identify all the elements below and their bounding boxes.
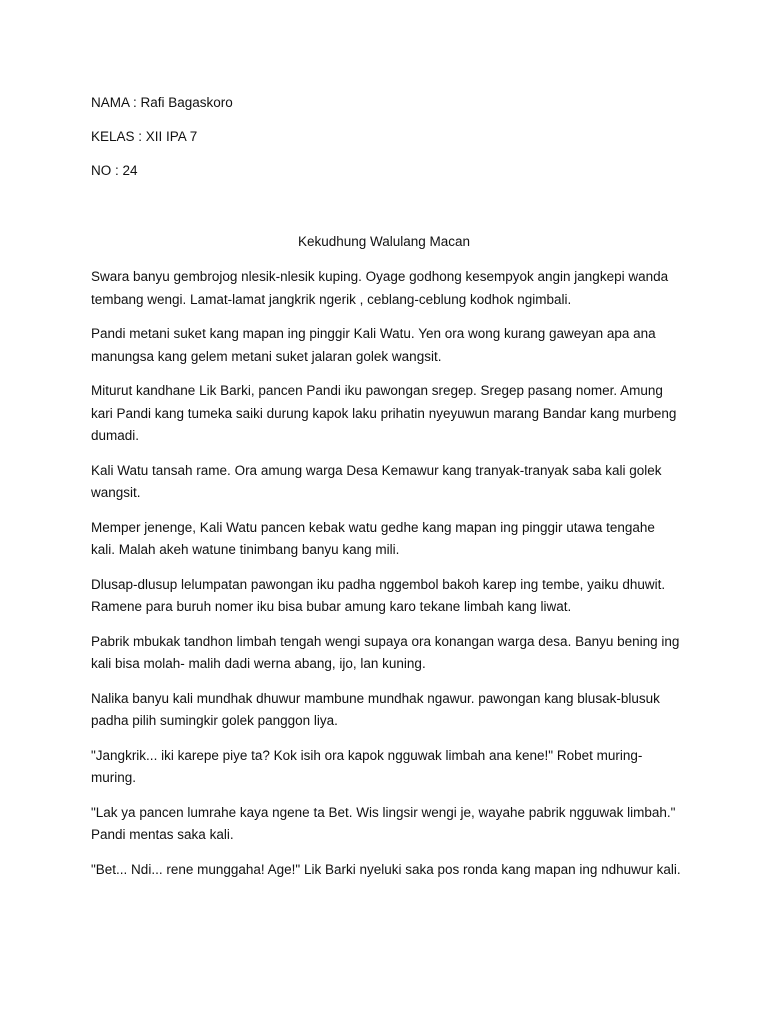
paragraph: Miturut kandhane Lik Barki, pancen Pandi iku pawongan sregep. Sregep pasang nomer. Amung kari Pandi kang tumeka saiki durung kapok laku prihatin nyeyuwun marang Bandar kang murbeng dumadi. (91, 383, 677, 443)
story-title: Kekudhung Walulang Macan (297, 234, 471, 249)
paragraph: Swara banyu gembrojog nlesik-nlesik kuping. Oyage godhong kesempyok angin jangkepi wanda tembang wengi. Lamat-lamat jangkrik ngerik , ceblang-ceblung kodhok ngimbali. (91, 269, 669, 307)
paragraph: Memper jenenge, Kali Watu pancen kebak watu gedhe kang mapan ing pinggir utawa tengahe kali. Malah akeh watune tinimbang banyu kang mili. (91, 519, 655, 557)
paragraph: Pabrik mbukak tandhon limbah tengah wengi supaya ora konangan warga desa. Banyu bening ing kali bisa molah- malih dadi werna abang, ijo, lan kuning. (91, 633, 680, 671)
paragraph: "Lak ya pancen lumrahe kaya ngene ta Bet. Wis lingsir wengi je, wayahe pabrik ngguwak limbah." Pandi mentas saka kali. (91, 804, 676, 842)
story-body (91, 266, 681, 893)
paragraph: Kali Watu tansah rame. Ora amung warga Desa Kemawur kang tranyak-tranyak saba kali golek wangsit. (91, 462, 662, 500)
student-class: KELAS : XII IPA 7 (91, 129, 198, 144)
student-name: NAMA : Rafi Bagaskoro (91, 95, 233, 110)
student-number: NO : 24 (91, 163, 138, 178)
paragraph: "Bet... Ndi... rene munggaha! Age!" Lik Barki nyeluki saka pos ronda kang mapan ing ndhuwur kali. (91, 861, 681, 877)
paragraph: Dlusap-dlusup lelumpatan pawongan iku padha nggembol bakoh karep ing tembe, yaiku dhuwit. Ramene para buruh nomer iku bisa bubar amung karo tekane limbah kang liwat. (91, 576, 666, 614)
paragraph: "Jangkrik... iki karepe piye ta? Kok isih ora kapok ngguwak limbah ana kene!" Robet muring-muring. (91, 747, 643, 785)
paragraph: Nalika banyu kali mundhak dhuwur mambune mundhak ngawur. pawongan kang blusak-blusuk padha pilih sumingkir golek panggon liya. (91, 690, 660, 728)
paragraph: Pandi metani suket kang mapan ing pinggir Kali Watu. Yen ora wong kurang gaweyan apa ana manungsa kang gelem metani suket jalaran golek wangsit. (91, 326, 656, 364)
student-info (91, 94, 233, 196)
